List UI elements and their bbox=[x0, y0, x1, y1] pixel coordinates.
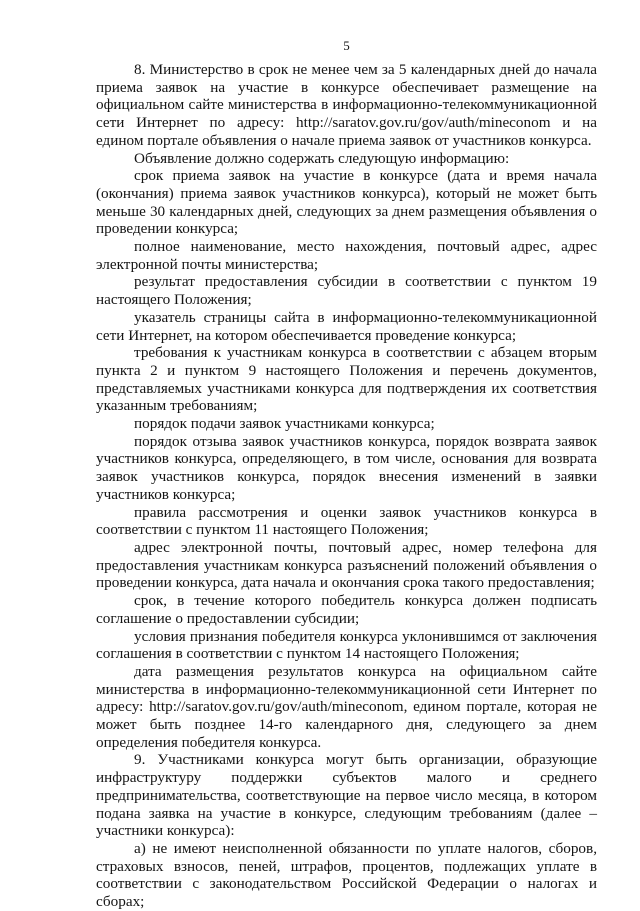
document-page bbox=[96, 38, 597, 911]
paragraph-clarification-contacts: адрес электронной почты, почтовый адрес, номер телефона для предоставления участникам конкурса разъяснений положений объявления о проведении конкурса, дата начала и окончания срока такого предоставления; bbox=[96, 538, 597, 592]
paragraph-site-pointer: указатель страницы сайта в информационно-телекоммуникационной сети Интернет, на котором обеспечивается проведение конкурса; bbox=[96, 308, 597, 344]
paragraph-withdrawal-order: порядок отзыва заявок участников конкурса, порядок возврата заявок участников конкурса, определяющего, в том числе, основания для возврата заявок участников конкурса, порядок внесения изменений в заявки участников конкурса; bbox=[96, 432, 597, 503]
paragraph-participant-requirements: требования к участникам конкурса в соответствии с абзацем вторым пункта 2 и пунктом 9 настоящего Положения и перечень документов, представляемых участниками конкурса для подтверждения их соответствия указанным требованиям; bbox=[96, 344, 597, 415]
paragraph-evasion-conditions: условия признания победителя конкурса уклонившимся от заключения соглашения в соответствии с пунктом 14 настоящего Положения; bbox=[96, 627, 597, 663]
paragraph-evaluation-rules: правила рассмотрения и оценки заявок участников конкурса в соответствии с пунктом 11 настоящего Положения; bbox=[96, 503, 597, 539]
paragraph-results-date: дата размещения результатов конкурса на официальном сайте министерства в информационно-телекоммуникационной сети Интернет по адресу: http://saratov.gov.ru/gov/auth/mineconom, едином портале, которая не может быть позднее 14-го календарного дня, следующего за днем определения победителя конкурса. bbox=[96, 662, 597, 751]
paragraph-announcement-intro: Объявление должно содержать следующую информацию: bbox=[134, 149, 510, 167]
paragraph-subsidy-result: результат предоставления субсидии в соответствии с пунктом 19 настоящего Положения; bbox=[96, 273, 597, 309]
paragraph-application-period: срок приема заявок на участие в конкурсе (дата и время начала (окончания) приема заявок участников конкурса), который не может быть меньше 30 календарных дней, следующих за днем размещения объявления о проведении конкурса; bbox=[96, 167, 597, 238]
paragraph-ministry-contacts: полное наименование, место нахождения, почтовый адрес, адрес электронной почты министерства; bbox=[96, 238, 597, 273]
paragraph-item-9a: а) не имеют неисполненной обязанности по уплате налогов, сборов, страховых взносов, пеней, штрафов, процентов, подлежащих уплате в соответствии с законодательством Российской Федерации о налогах и сборах; bbox=[96, 839, 597, 911]
paragraph-signing-deadline: срок, в течение которого победитель конкурса должен подписать соглашение о предоставлении субсидии; bbox=[96, 592, 597, 627]
paragraph-item-9: 9. Участниками конкурса могут быть организации, образующие инфраструктуру поддержки субъектов малого и среднего предпринимательства, соответствующие на первое число месяца, в котором подана заявка на участие в конкурсе, следующим требованиям (далее – участники конкурса): bbox=[96, 751, 597, 840]
paragraph-submission-order: порядок подачи заявок участниками конкурса; bbox=[134, 415, 435, 433]
paragraph-item-8: 8. Министерство в срок не менее чем за 5 календарных дней до начала приема заявок на участие в конкурсе обеспечивает размещение на официальном сайте министерства в информационно-телекоммуникационной сети Интернет по адресу: http://saratov.gov.ru/gov/auth/mineconom и на едином портале объявления о начале приема заявок от участников конкурса. bbox=[96, 61, 597, 149]
page-number: 5 bbox=[343, 38, 350, 53]
